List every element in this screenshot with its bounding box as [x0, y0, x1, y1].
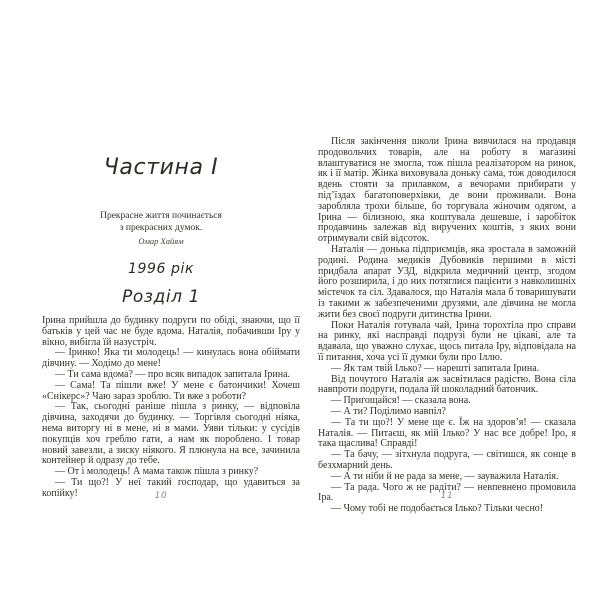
paragraph: Наталія — донька підприємців, яка зростала в заможній родині. Родина медиків Дубовиків першими в місті придбала апарат УЗД, відкрила медичний центр, згодом його розширила, і до них потяглися пацієнти з навколишніх містечок та сіл. Здавалося, що Наталія мала б товаришувати із такими ж забезпеченими друзями, але дівчина не могла жити без своєї подруги дитинства Ірини.	[318, 243, 576, 320]
epigraph-line-2: з прекрасних думок.	[119, 223, 203, 233]
paragraph: — От і молодець! А мама також пішла з ринку?	[55, 466, 259, 478]
year-label: 1996 рік	[127, 261, 195, 277]
page-number-left: 10	[154, 491, 168, 501]
paragraph: — Пригощайся! — сказала вона.	[331, 395, 471, 407]
paragraph: Після закінчення школи Ірина вивчилася на продавця продовольчих товарів, але на роботу в магазині влаштуватися не змогла, тож пішла реалізатором на ринок, як і її матір. Жінка виховувала доньку сама, тож доводилося вдень стояти за прилавком, а вечорами прибирати у під’їздах багатоповерхівки, де вони проживали. Вона заробляла трохи більше, бо торгувала жіночим одягом, а Ірина — білизною, яка коштувала дешевше, і заробіток продавчинь залежав від виручених коштів, з яких вони отримували свій відсоток.	[318, 136, 576, 245]
paragraph: — Сама! Та пішли вже! У мене є батончики! Хочеш «Снікерс»? Чаю зараз зроблю. Ти вже з роботи?	[42, 379, 300, 402]
epigraph-author: Омар Хайям	[138, 236, 184, 246]
epigraph	[42, 210, 300, 234]
paragraph: Від почутого Наталія аж засвітилася радістю. Вона сіла навпроти подруги, подала їй шоколадний батончик.	[318, 373, 576, 396]
paragraph: — Та рада. Чого ж не радіти? — невпевнено промовила Іра.	[318, 481, 576, 504]
paragraph: — Так, сьогодні раніше пішла з ринку, — відповіла дівчина, заходячи до будинку. — Торгівля сьогодні ніяка, нема виторгу ні в мене, ні в мами. Уяви тільки: у сусідів покупців хоч греблю гати, а нам як пороблено. І товар новий завезли, а зиску ніякого. Я плюнула на все, зачинила контейнер й одразу до тебе.	[42, 401, 300, 467]
epigraph-line-1: Прекрасне життя починається	[100, 211, 222, 221]
paragraph: — Ти що?! У неї такий господар, що удавиться за копійку!	[42, 476, 300, 499]
paragraph: — Та ти що?! У мене ще є. Їж на здоров’я! — сказала Наталія. — Питаєш, як мій Ілько? У нас все добре! Іро, я така щаслива! Справді!	[318, 416, 576, 450]
right-page-body	[318, 137, 576, 515]
book-page-left	[42, 0, 300, 600]
paragraph: — Ти сама вдома? — про всяк випадок запитала Ірина.	[55, 368, 291, 380]
page-number-right: 11	[440, 491, 454, 501]
paragraph: — Чому тобі не подобається Ілько? Тільки чесно!	[331, 503, 544, 515]
chapter-title: Розділ 1	[121, 287, 201, 307]
paragraph: — Та бачу, — зітхнула подруга, — світишся, як сонце в безхмарний день.	[318, 449, 576, 471]
left-page-body	[42, 316, 300, 500]
book-page-right	[318, 0, 576, 600]
paragraph: Ірина прийшла до будинку подруги по обіді, знаючи, що її батьків у цей час не буде вдома. Наталія, побачивши Іру у вікно, вибігла їй назустріч.	[42, 315, 300, 348]
paragraph: — А ти ніби й не рада за мене, — зауважила Наталія.	[331, 470, 559, 482]
paragraph: — Як там твій Ілько? — нарешті запитала Ірина.	[331, 362, 540, 374]
paragraph: — Іринко! Яка ти молодець! — кинулась вона обіймати дівчину. — Ходімо до мене!	[42, 347, 300, 370]
part-title: Частина I	[103, 155, 219, 180]
paragraph: — А ти? Поділимо навпіл?	[331, 405, 446, 417]
paragraph: Поки Наталія готувала чай, Ірина торохтіла про справи на ринку, які насправді подрузі були не цікаві, але та вдавала, що уважно слухає, щось питала Іру, відповідала на її питання, хоча усі її думки були про Іллю.	[318, 319, 576, 363]
